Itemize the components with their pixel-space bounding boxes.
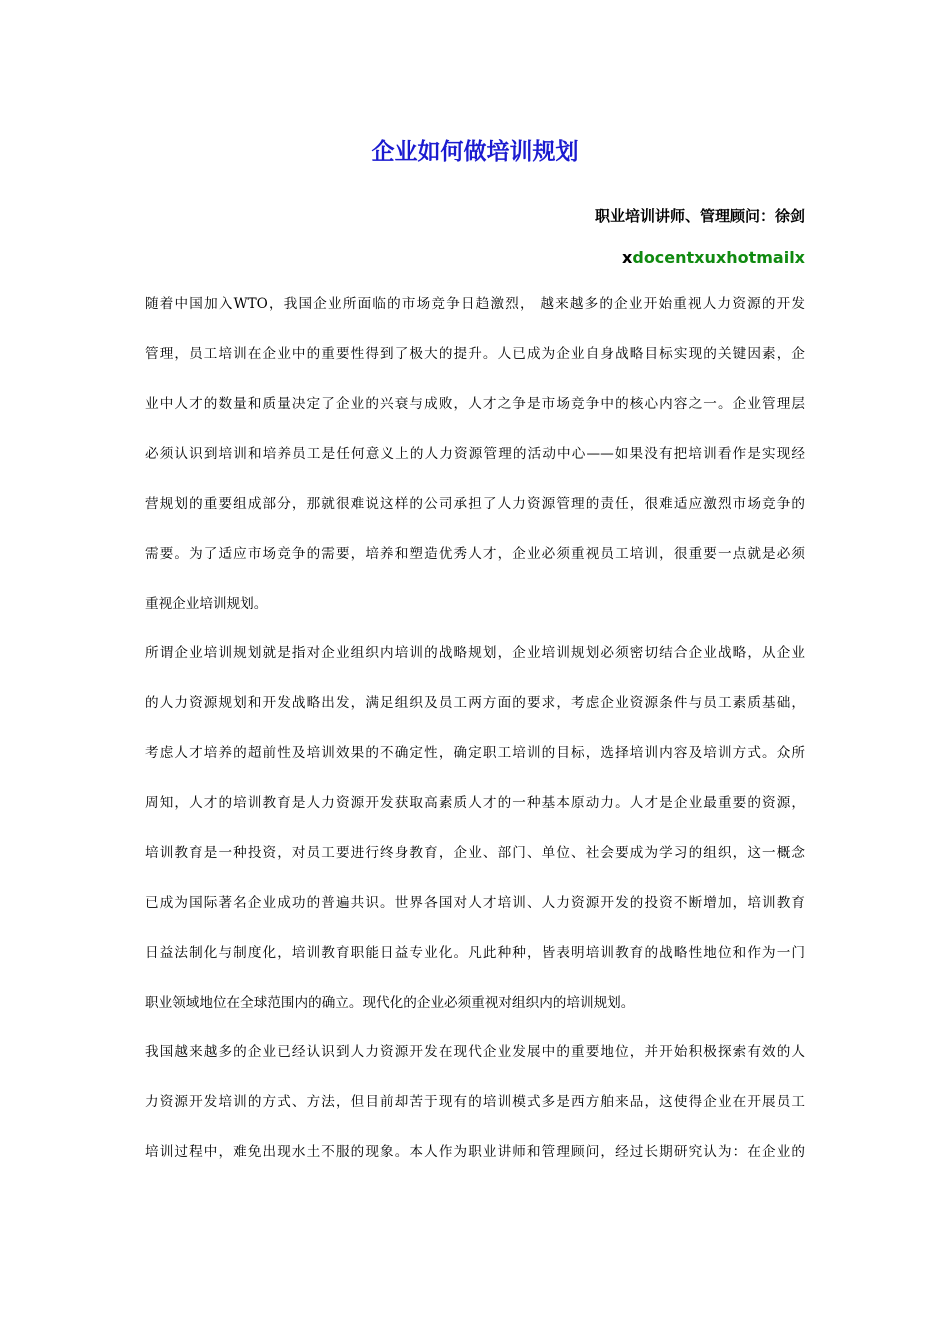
paragraph-line: 的人力资源规划和开发战略出发，满足组织及员工两方面的要求，考虑企业资源条件与员工素质基础， xyxy=(145,695,805,711)
paragraph-line: 职业领域地位在全球范围内的确立。现代化的企业必须重视对组织内的培训规划。 xyxy=(145,995,635,1011)
paragraph-line: 我国越来越多的企业已经认识到人力资源开发在现代企业发展中的重要地位，并开始积极探索有效的人 xyxy=(145,1044,805,1060)
paragraph-line: 培训过程中，难免出现水土不服的现象。本人作为职业讲师和管理顾问，经过长期研究认为：在企业的 xyxy=(145,1144,805,1160)
paragraph-2 xyxy=(145,643,805,1043)
paragraph-line: 日益法制化与制度化，培训教育职能日益专业化。凡此种种，皆表明培训教育的战略性地位和作为一门 xyxy=(145,945,805,961)
author-email xyxy=(145,246,805,270)
paragraph-line: 管理，员工培训在企业中的重要性得到了极大的提升。人已成为企业自身战略目标实现的关键因素，企 xyxy=(145,346,805,362)
email-text: docentxuxhotmailx xyxy=(632,248,805,267)
paragraph-line: 所谓企业培训规划就是指对企业组织内培训的战略规划，企业培训规划必须密切结合企业战略，从企业 xyxy=(145,645,805,661)
paragraph-3 xyxy=(145,1042,805,1192)
paragraph-line: 重视企业培训规划。 xyxy=(145,596,268,612)
paragraph-line: 已成为国际著名企业成功的普遍共识。世界各国对人才培训、人力资源开发的投资不断增加，培训教育 xyxy=(145,895,805,911)
paragraph-line: 周知，人才的培训教育是人力资源开发获取高素质人才的一种基本原动力。人才是企业最重要的资源， xyxy=(145,795,805,811)
email-lead-char: x xyxy=(622,248,633,267)
paragraph-line: 随着中国加入WTO，我国企业所面临的市场竞争日趋激烈， 越来越多的企业开始重视人力资源的开发 xyxy=(145,296,805,312)
author-line: 职业培训讲师、管理顾问：徐剑 xyxy=(594,207,805,225)
paragraph-line: 业中人才的数量和质量决定了企业的兴衰与成败，人才之争是市场竞争中的核心内容之一。企业管理层 xyxy=(145,396,805,412)
paragraph-line: 营规划的重要组成部分，那就很难说这样的公司承担了人力资源管理的责任，很难适应激烈市场竞争的 xyxy=(145,496,805,512)
document-title: 企业如何做培训规划 xyxy=(371,139,579,165)
paragraph-line: 培训教育是一种投资，对员工要进行终身教育，企业、部门、单位、社会要成为学习的组织，这一概念 xyxy=(145,845,805,861)
paragraph-line: 考虑人才培养的超前性及培训效果的不确定性，确定职工培训的目标，选择培训内容及培训方式。众所 xyxy=(145,745,805,761)
paragraph-1 xyxy=(145,294,805,644)
paragraph-line: 必须认识到培训和培养员工是任何意义上的人力资源管理的活动中心——如果没有把培训看作是实现经 xyxy=(145,446,805,462)
paragraph-line: 力资源开发培训的方式、方法，但目前却苦于现有的培训模式多是西方舶来品，这使得企业在开展员工 xyxy=(145,1094,805,1110)
paragraph-line: 需要。为了适应市场竞争的需要，培养和塑造优秀人才，企业必须重视员工培训，很重要一点就是必须 xyxy=(145,546,805,562)
